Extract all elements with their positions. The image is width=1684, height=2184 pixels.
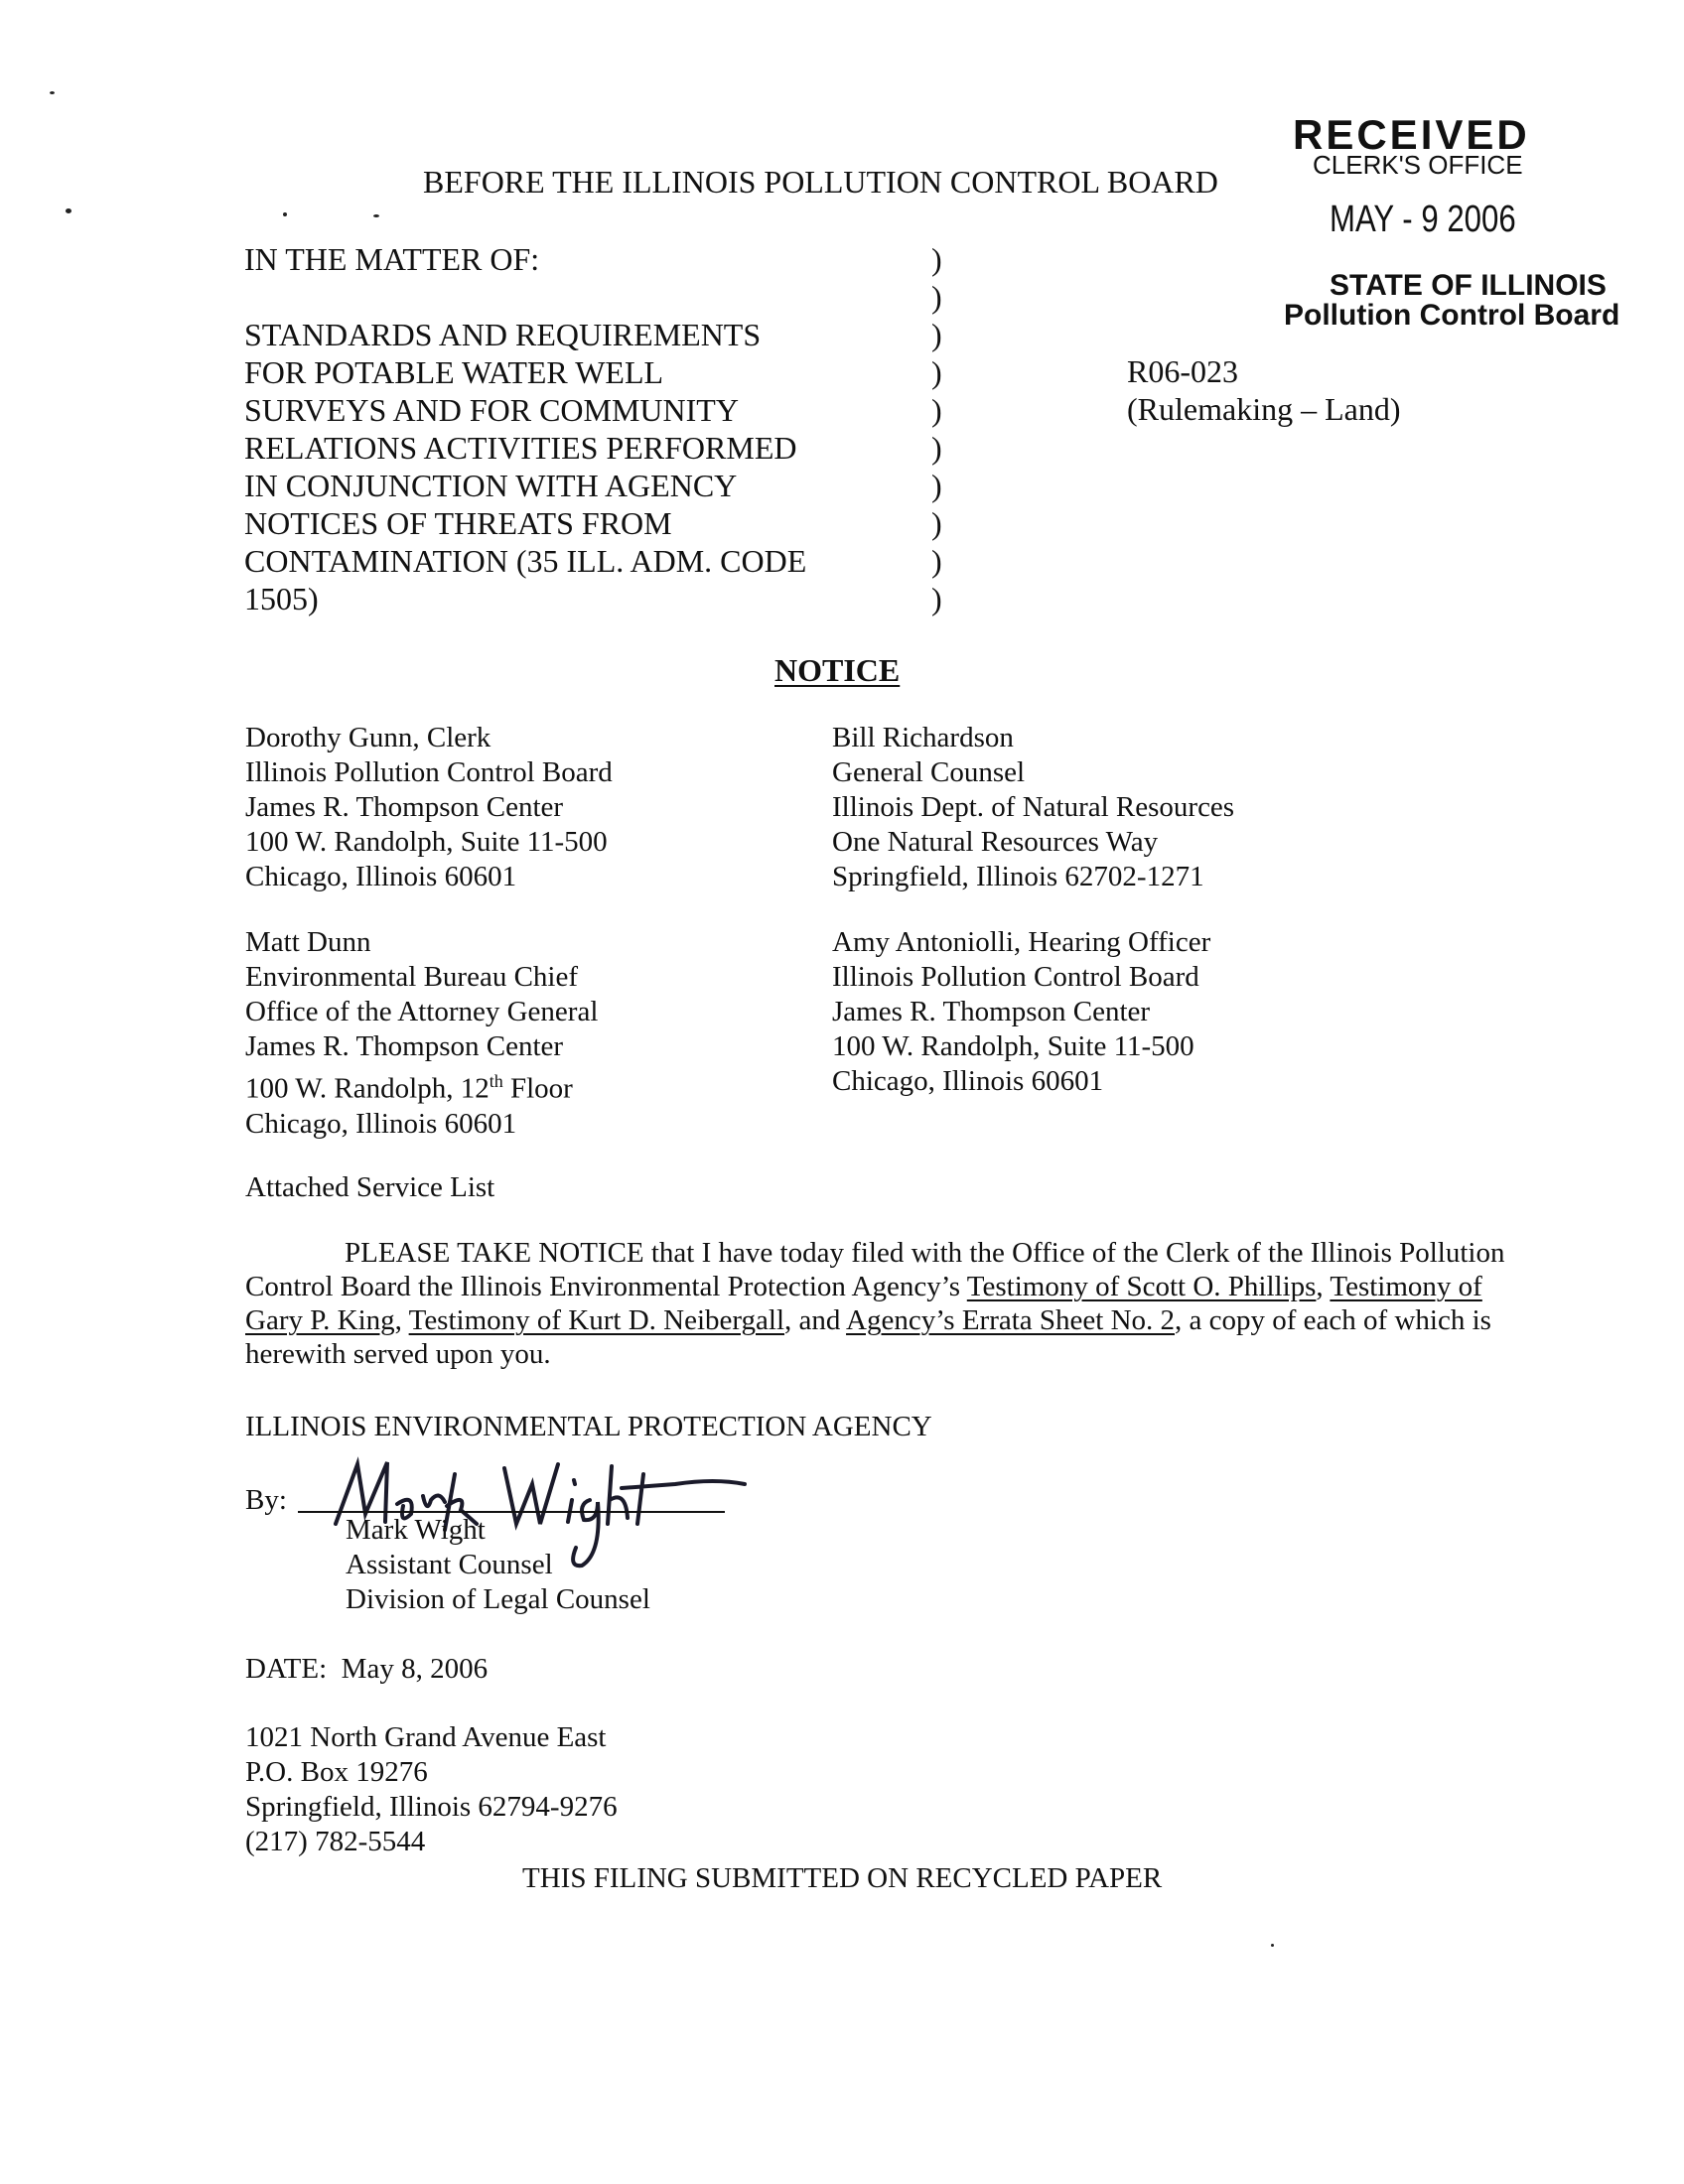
board-header: BEFORE THE ILLINOIS POLLUTION CONTROL BOARD	[423, 164, 1218, 200]
separator: , and	[784, 1304, 847, 1336]
caption-line: IN THE MATTER OF:	[244, 241, 540, 277]
scan-speck	[283, 212, 287, 216]
address-line: James R. Thompson Center	[245, 1030, 564, 1062]
recycled-paper-footer: THIS FILING SUBMITTED ON RECYCLED PAPER	[522, 1862, 1163, 1894]
paren: )	[931, 279, 942, 315]
address-line: General Counsel	[832, 756, 1026, 788]
received-stamp-board: Pollution Control Board	[1284, 299, 1620, 332]
signer-division: Division of Legal Counsel	[346, 1583, 650, 1615]
caption-line: 1505)	[244, 581, 319, 616]
case-info	[1127, 352, 1400, 428]
addressee-dunn	[245, 925, 598, 1142]
address-line: Chicago, Illinois 60601	[245, 1107, 517, 1140]
case-type: (Rulemaking – Land)	[1127, 391, 1401, 427]
paren: )	[931, 392, 942, 428]
address-line: Illinois Pollution Control Board	[245, 756, 613, 788]
address-line: One Natural Resources Way	[832, 826, 1159, 858]
address-street: 100 W. Randolph, 12	[245, 1072, 490, 1105]
address-line: Office of the Attorney General	[245, 996, 599, 1027]
address-line: Dorothy Gunn, Clerk	[245, 722, 491, 753]
address-line: Springfield, Illinois 62702-1271	[832, 861, 1204, 892]
signer-title: Assistant Counsel	[346, 1549, 553, 1580]
address-line: Bill Richardson	[832, 722, 1014, 753]
paren: )	[931, 468, 942, 503]
separator: ,	[1316, 1271, 1331, 1302]
address-line: Chicago, Illinois 60601	[832, 1065, 1104, 1097]
address-line: 1021 North Grand Avenue East	[245, 1721, 607, 1753]
matter-caption	[244, 240, 806, 617]
address-line: James R. Thompson Center	[832, 996, 1151, 1027]
paren: )	[931, 505, 942, 541]
caption-line: STANDARDS AND REQUIREMENTS	[244, 317, 762, 352]
case-number: R06-023	[1127, 353, 1238, 389]
signer-block	[346, 1513, 650, 1617]
doc-testimony-neibergall: Testimony of Kurt D. Neibergall	[408, 1304, 785, 1336]
addressee-antoniolli	[832, 925, 1210, 1099]
scan-speck	[373, 214, 379, 217]
notice-heading: NOTICE	[774, 652, 901, 688]
paren: )	[931, 581, 942, 616]
address-line: Illinois Pollution Control Board	[832, 961, 1199, 993]
received-stamp-date: MAY - 9 2006	[1330, 199, 1516, 240]
address-line: Matt Dunn	[245, 926, 371, 958]
caption-line: IN CONJUNCTION WITH AGENCY	[244, 468, 738, 503]
scan-speck	[66, 208, 71, 213]
address-line: 100 W. Randolph, Suite 11-500	[832, 1030, 1194, 1062]
paren: )	[931, 317, 942, 352]
scan-speck	[1271, 1944, 1274, 1947]
agency-name: ILLINOIS ENVIRONMENTAL PROTECTION AGENCY	[245, 1411, 932, 1442]
address-floor: Floor	[502, 1072, 573, 1105]
doc-testimony-phillips: Testimony of Scott O. Phillips	[966, 1271, 1317, 1302]
received-stamp-state: STATE OF ILLINOIS	[1330, 269, 1607, 302]
phone-number: (217) 782-5544	[245, 1826, 426, 1857]
caption-line: NOTICES OF THREATS FROM	[244, 505, 672, 541]
caption-parentheses	[931, 240, 951, 617]
address-line: James R. Thompson Center	[245, 791, 564, 823]
signer-name: Mark Wight	[346, 1514, 486, 1546]
paren: )	[931, 354, 942, 390]
caption-line: SURVEYS AND FOR COMMUNITY	[244, 392, 739, 428]
paren: )	[931, 241, 942, 277]
doc-errata-sheet: Agency’s Errata Sheet No. 2	[846, 1304, 1176, 1336]
separator: ,	[394, 1304, 409, 1336]
address-line: Springfield, Illinois 62794-9276	[245, 1791, 618, 1823]
notice-intro: PLEASE TAKE NOTICE that I have today filed with the Office of the Clerk of the Illinois Pollution Control Board the Illinois Environmental Protection Agency’s	[245, 1237, 1505, 1302]
ordinal-suffix: th	[489, 1071, 503, 1091]
address-line	[245, 1064, 598, 1107]
caption-line: FOR POTABLE WATER WELL	[244, 354, 664, 390]
notice-outro: , a copy of each of which is herewith served upon you.	[245, 1304, 1491, 1370]
address-line: 100 W. Randolph, Suite 11-500	[245, 826, 608, 858]
address-line: P.O. Box 19276	[245, 1756, 428, 1788]
agency-address	[245, 1720, 618, 1859]
address-line: Chicago, Illinois 60601	[245, 861, 517, 892]
address-line: Illinois Dept. of Natural Resources	[832, 791, 1235, 823]
caption-line	[244, 278, 806, 316]
notice-paragraph	[245, 1236, 1536, 1371]
addressee-richardson	[832, 721, 1234, 894]
received-stamp-title: RECEIVED	[1293, 111, 1530, 158]
service-list-note: Attached Service List	[245, 1171, 495, 1203]
paren: )	[931, 543, 942, 579]
address-line: Amy Antoniolli, Hearing Officer	[832, 926, 1211, 958]
address-line: Environmental Bureau Chief	[245, 961, 579, 993]
caption-line: CONTAMINATION (35 ILL. ADM. CODE	[244, 543, 807, 579]
addressee-gunn	[245, 721, 613, 894]
filing-date: DATE: May 8, 2006	[245, 1653, 489, 1685]
received-stamp-office: CLERK'S OFFICE	[1313, 150, 1523, 180]
doc-testimony-king: Testimony of Gary P. King	[245, 1271, 1482, 1336]
caption-line: RELATIONS ACTIVITIES PERFORMED	[244, 430, 797, 466]
scan-speck	[50, 91, 55, 94]
by-label: By:	[245, 1484, 287, 1516]
paren: )	[931, 430, 942, 466]
